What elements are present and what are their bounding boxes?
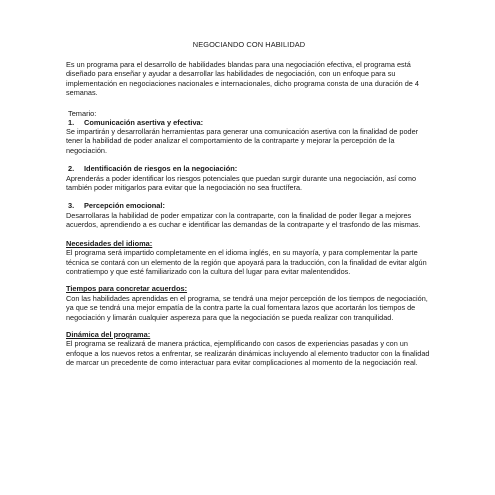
temario-item-2 — [66, 164, 432, 192]
temario-heading-3 — [66, 201, 432, 210]
intro-paragraph: Es un programa para el desarrollo de habilidades blandas para una negociación efectiva, el programa está diseñado para enseñar y ayudar a desarrollar las habilidades de negociación, con un enfoque para su implementación en negociaciones nacionales e internacionales, dicho programa consta de una duración de 4 semanas. — [66, 60, 419, 98]
temario-heading-2-text: Identificación de riesgos en la negociación: — [84, 164, 238, 174]
temario-number-2: 2. — [68, 164, 75, 174]
section-heading-tiempos: Tiempos para concretar acuerdos: — [66, 284, 188, 294]
temario-item-3 — [66, 201, 432, 229]
temario-heading-1-text: Comunicación asertiva y efectiva: — [84, 117, 204, 127]
section-body-dinamica: El programa se realizará de manera práctica, ejemplificando con casos de experiencias pasadas y con un enfoque a los nuevos retos a enfrentar, se realizarán dinámicas incluyendo al elemento traductor con la finalidad de marcar un precedente de como interactuar para evitar complicaciones al momento de la negociación real. — [66, 339, 430, 368]
temario-heading-3-text: Percepción emocional: — [84, 201, 165, 211]
temario-label: Temario: — [68, 108, 97, 118]
temario-number-3: 3. — [68, 201, 75, 211]
temario-number-1: 1. — [68, 117, 75, 127]
temario-body-3: Desarrollaras la habilidad de poder empatizar con la contraparte, con la finalidad de poder llegar a mejores acuerdos, aprendiendo a es cuchar e identificar las demandas de la contraparte y el trasfondo de las mismas. — [66, 210, 421, 230]
temario-body-2: Aprenderás a poder identificar los riesgos potenciales que puedan surgir durante una negociación, así como también poder mitigarlos para evitar que la negociación no sea fructífera. — [66, 173, 417, 193]
temario-item-1 — [66, 118, 432, 156]
document-page — [66, 40, 432, 376]
temario-heading-1 — [66, 118, 432, 127]
section-heading-idioma: Necesidades del idioma: — [66, 238, 153, 248]
section-body-idioma: El programa será impartido completamente en el idioma inglés, en su mayoría, y para complementar la parte técnica se contará con un elemento de la región que apoyará para la traducción, con la finalidad de evitar algún contratiempo y que esté familiarizado con la cultura del lugar para evitar malentendidos. — [66, 248, 427, 276]
section-heading-dinamica: Dinámica del programa: — [66, 329, 151, 339]
section-dinamica — [66, 330, 432, 368]
section-body-tiempos: Con las habilidades aprendidas en el programa, se tendrá una mejor percepción de los tiempos de negociación, ya que se tendrá una mejor empatía de la contra parte la cual fomentara lazos que acortarán los tiempos de negociación y limarán cualquier aspereza para que la negociación se pueda realizar con tranquilidad. — [66, 293, 428, 322]
section-tiempos — [66, 284, 432, 322]
temario-heading-2 — [66, 164, 432, 173]
temario-body-1: Se impartirán y desarrollarán herramientas para generar una comunicación asertiva con la finalidad de poder tener la habilidad de poder analizar el comportamiento de la contraparte y mejorar la percepción de la negociación. — [66, 127, 419, 155]
section-idioma — [66, 239, 432, 277]
document-title: NEGOCIANDO CON HABILIDAD — [192, 40, 306, 49]
